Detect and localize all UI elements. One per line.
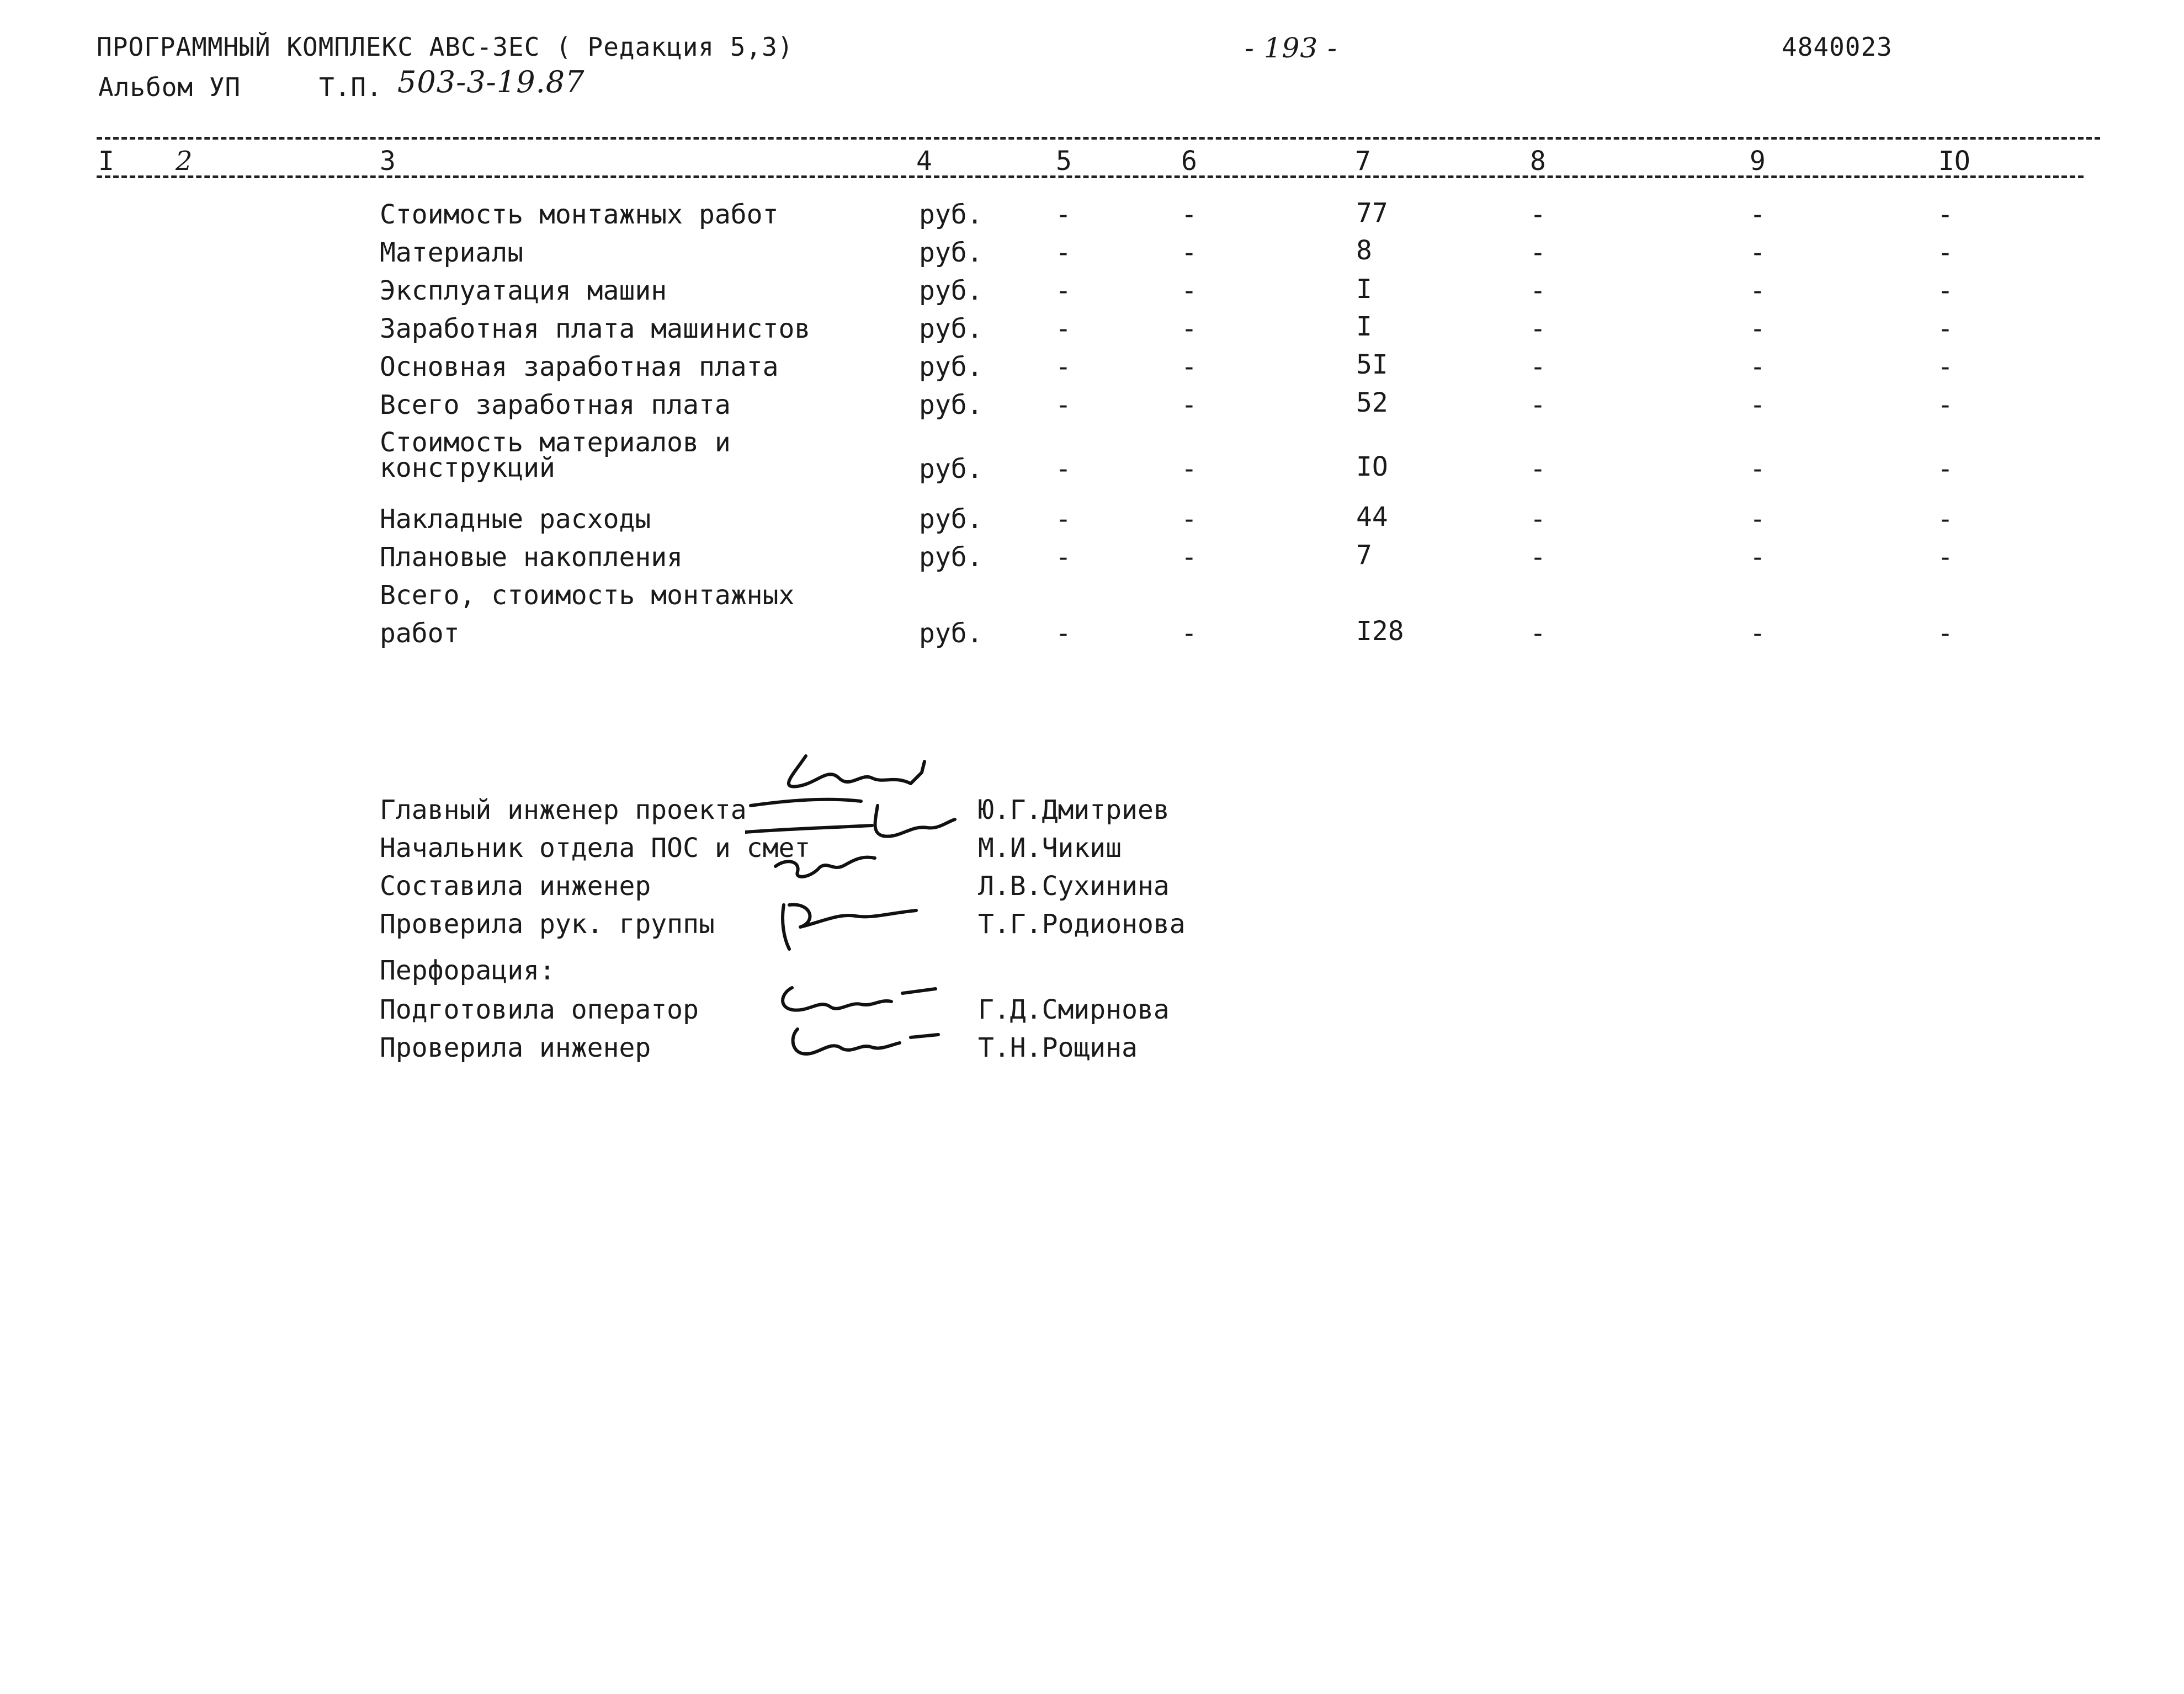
row-unit: руб.	[919, 351, 983, 382]
perforation-title: Перфорация:	[380, 955, 555, 986]
row-name: Эксплуатация машин	[380, 275, 667, 306]
cell-col7: 5I	[1356, 349, 1388, 380]
row-name: Накладные расходы	[380, 504, 651, 535]
handwritten-signatures	[745, 723, 999, 977]
cell-col10: -	[1937, 237, 1953, 268]
row-name: Всего заработная плата	[380, 390, 731, 420]
signature-person: Т.Н.Рощина	[978, 1032, 1138, 1063]
signature-person: М.И.Чикиш	[978, 833, 1122, 864]
signature-person: Т.Г.Родионова	[978, 909, 1186, 940]
cell-col10: -	[1937, 618, 1953, 649]
cell-col10: -	[1937, 313, 1953, 344]
cell-col5: -	[1055, 542, 1071, 573]
signature-role: Проверила рук. группы	[380, 909, 715, 940]
cell-col6: -	[1181, 504, 1197, 535]
document-code: 4840023	[1782, 32, 1893, 62]
cell-col5: -	[1055, 390, 1071, 420]
cell-col5: -	[1055, 275, 1071, 306]
cell-col7: 77	[1356, 198, 1388, 228]
cell-col9: -	[1750, 542, 1766, 573]
cell-col8: -	[1530, 542, 1546, 573]
cell-col9: -	[1750, 199, 1766, 230]
cell-col6: -	[1181, 199, 1197, 230]
column-header: 5	[1056, 146, 1072, 177]
cell-col7: 7	[1356, 540, 1372, 571]
cell-col8: -	[1530, 618, 1546, 649]
cell-col5: -	[1055, 199, 1071, 230]
column-header: 4	[916, 146, 932, 177]
column-header: 6	[1181, 146, 1197, 177]
cell-col10: -	[1937, 199, 1953, 230]
signature-role: Главный инженер проекта	[380, 795, 747, 825]
signature-role: Составила инженер	[380, 871, 651, 902]
cell-col9: -	[1750, 237, 1766, 268]
signature-role: Начальник отдела ПОС и смет	[380, 833, 811, 864]
column-header: IO	[1938, 146, 1970, 177]
column-header: 9	[1750, 146, 1766, 177]
program-title: ПРОГРАММНЫЙ КОМПЛЕКС АВС-ЗЕС ( Редакция 5,3)	[97, 32, 794, 62]
row-name: Основная заработная плата	[380, 351, 779, 382]
cell-col8: -	[1530, 237, 1546, 268]
row-name-continuation: работ	[380, 618, 460, 649]
cell-col9: -	[1750, 313, 1766, 344]
cell-col9: -	[1750, 390, 1766, 420]
cell-col8: -	[1530, 351, 1546, 382]
column-header: 2	[176, 146, 193, 177]
cell-col6: -	[1181, 542, 1197, 573]
cell-col9: -	[1750, 454, 1766, 484]
cell-col10: -	[1937, 454, 1953, 484]
cell-col6: -	[1181, 351, 1197, 382]
cell-col7: 52	[1356, 387, 1388, 418]
cell-col5: -	[1055, 618, 1071, 649]
row-name: Стоимость материалов и	[380, 427, 731, 458]
row-unit: руб.	[919, 313, 983, 344]
cell-col6: -	[1181, 618, 1197, 649]
cell-col5: -	[1055, 351, 1071, 382]
cell-col6: -	[1181, 237, 1197, 268]
signature-role: Проверила инженер	[380, 1032, 651, 1063]
album-label: Альбом УП	[98, 72, 241, 102]
row-name: Всего, стоимость монтажных	[380, 580, 795, 611]
column-header: 3	[380, 146, 396, 177]
cell-col5: -	[1055, 313, 1071, 344]
cell-col6: -	[1181, 275, 1197, 306]
cell-col8: -	[1530, 390, 1546, 420]
cell-col7: I	[1356, 311, 1372, 342]
cell-col8: -	[1530, 313, 1546, 344]
row-name: Стоимость монтажных работ	[380, 199, 779, 230]
cell-col10: -	[1937, 351, 1953, 382]
row-unit: руб.	[919, 542, 983, 573]
header-top-rule	[97, 137, 2100, 140]
cell-col7: I	[1356, 274, 1372, 305]
tp-label: Т.П.	[319, 72, 382, 102]
row-unit: руб.	[919, 504, 983, 535]
row-name-continuation: конструкций	[380, 452, 555, 483]
cell-col7: 44	[1356, 502, 1388, 532]
signature-role: Подготовила оператор	[380, 994, 699, 1025]
cell-col8: -	[1530, 199, 1546, 230]
cell-col7: IO	[1356, 451, 1388, 482]
signature-person: Г.Д.Смирнова	[978, 994, 1170, 1025]
row-unit: руб.	[919, 454, 983, 484]
cell-col10: -	[1937, 390, 1953, 420]
cell-col6: -	[1181, 313, 1197, 344]
signature-person: Ю.Г.Дмитриев	[978, 795, 1170, 825]
row-unit: руб.	[919, 199, 983, 230]
row-unit: руб.	[919, 390, 983, 420]
cell-col6: -	[1181, 390, 1197, 420]
handwritten-signatures-perforation	[770, 977, 947, 1076]
page-number: - 193 -	[1245, 32, 1338, 64]
cell-col8: -	[1530, 454, 1546, 484]
row-unit: руб.	[919, 275, 983, 306]
row-name: Плановые накопления	[380, 542, 683, 573]
cell-col8: -	[1530, 275, 1546, 306]
row-name: Заработная плата машинистов	[380, 313, 811, 344]
cell-col9: -	[1750, 351, 1766, 382]
cell-col10: -	[1937, 275, 1953, 306]
row-unit: руб.	[919, 618, 983, 649]
row-name: Материалы	[380, 237, 524, 268]
cell-col9: -	[1750, 504, 1766, 535]
column-header: I	[98, 146, 114, 177]
cell-col6: -	[1181, 454, 1197, 484]
cell-col9: -	[1750, 618, 1766, 649]
tp-number: 503-3-19.87	[397, 65, 585, 99]
signature-person: Л.В.Сухинина	[978, 871, 1170, 902]
row-unit: руб.	[919, 237, 983, 268]
cell-col5: -	[1055, 454, 1071, 484]
cell-col8: -	[1530, 504, 1546, 535]
column-header: 7	[1355, 146, 1371, 177]
cell-col7: I28	[1356, 616, 1404, 647]
cell-col5: -	[1055, 504, 1071, 535]
cell-col5: -	[1055, 237, 1071, 268]
cell-col7: 8	[1356, 235, 1372, 266]
cell-col10: -	[1937, 504, 1953, 535]
column-header: 8	[1530, 146, 1546, 177]
cell-col10: -	[1937, 542, 1953, 573]
cell-col9: -	[1750, 275, 1766, 306]
